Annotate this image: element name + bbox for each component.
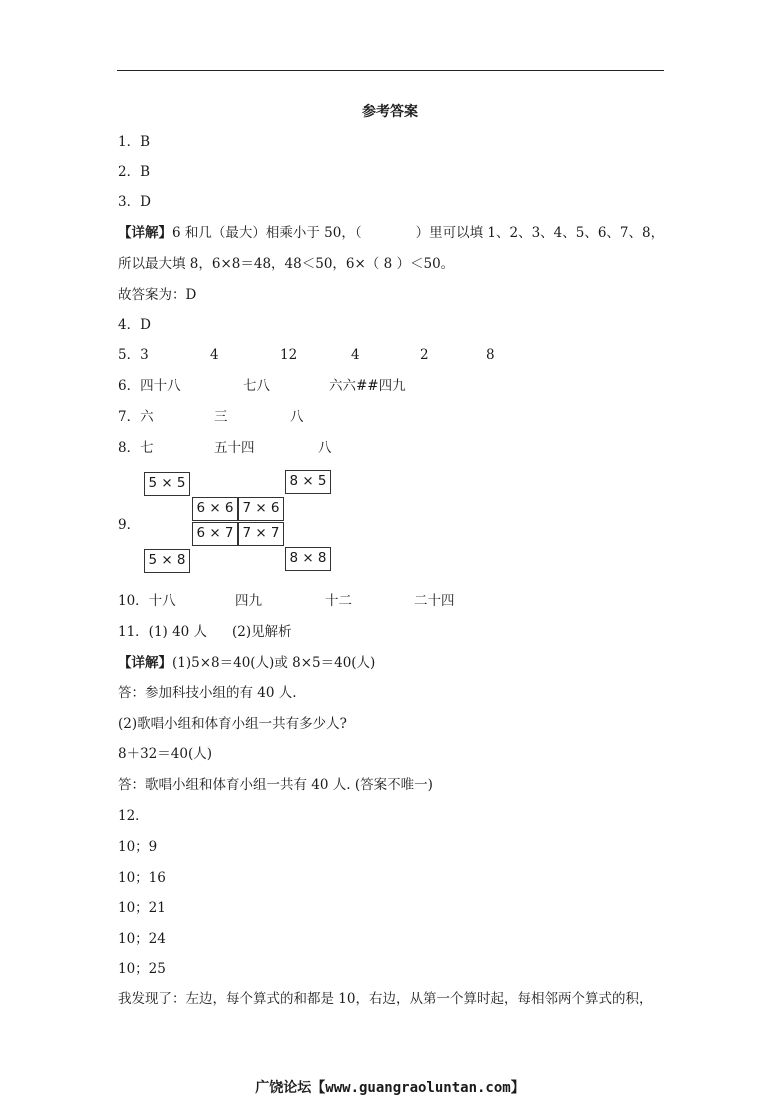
answer-11-item: 11．(1) 40 人 bbox=[118, 624, 208, 640]
answer-10-item: 十二 bbox=[325, 593, 352, 609]
answer-7-item: 三 bbox=[214, 409, 228, 425]
answer-10 bbox=[118, 592, 455, 610]
answer-7-item: 八 bbox=[290, 409, 304, 425]
answer-8-item: 五十四 bbox=[214, 440, 255, 456]
answer-3-detail-line2: 所以最大填 8，6×8＝48，48＜50，6×（ 8 ）＜50。 bbox=[118, 256, 455, 272]
page-title: 参考答案 bbox=[362, 104, 418, 120]
answer-6 bbox=[118, 377, 406, 395]
answer-5-item: 8 bbox=[486, 347, 495, 363]
answer-4: 4．D bbox=[118, 317, 151, 333]
answer-3-conclusion: 故答案为：D bbox=[118, 287, 197, 303]
answer-6-item: 七八 bbox=[243, 378, 270, 394]
answer-3: 3．D bbox=[118, 194, 151, 210]
answer-7 bbox=[118, 408, 304, 426]
answer-11-item: (2)见解析 bbox=[232, 624, 292, 640]
grid-cell: 7 × 7 bbox=[238, 522, 284, 546]
header-rule bbox=[117, 70, 664, 71]
grid-cell: 8 × 8 bbox=[285, 547, 331, 571]
grid-cell: 5 × 5 bbox=[144, 472, 190, 496]
detail-text: (1)5×8＝40(人)或 8×5＝40(人) bbox=[172, 655, 376, 671]
answer-12-row: 10；21 bbox=[118, 900, 166, 916]
grid-cell: 6 × 6 bbox=[192, 497, 238, 521]
answer-12-finding: 我发现了：左边，每个算式的和都是 10，右边，从第一个算时起，每相邻两个算式的积， bbox=[118, 991, 653, 1007]
answer-2: 2．B bbox=[118, 164, 151, 180]
answer-11-calc2: 8＋32＝40(人) bbox=[118, 746, 212, 762]
answer-8-item: 八 bbox=[318, 440, 332, 456]
answer-10-item: 二十四 bbox=[414, 593, 455, 609]
grid-cell: 7 × 6 bbox=[238, 497, 284, 521]
answer-9-label: 9． bbox=[118, 517, 141, 533]
answer-11-answer2: 答：歌唱小组和体育小组一共有 40 人. (答案不唯一) bbox=[118, 777, 433, 793]
answer-11-detail bbox=[118, 654, 375, 672]
footer-suffix: 】 bbox=[510, 1080, 525, 1096]
answer-5 bbox=[118, 346, 495, 364]
answer-11 bbox=[118, 623, 292, 641]
footer bbox=[0, 1077, 780, 1097]
footer-link[interactable]: www.guangraoluntan.com bbox=[325, 1080, 511, 1096]
answer-12-row: 10；24 bbox=[118, 931, 166, 947]
answer-6-item: 6．四十八 bbox=[118, 378, 181, 394]
answer-5-item: 4 bbox=[210, 347, 219, 363]
answer-5-item: 2 bbox=[420, 347, 429, 363]
answer-11-answer1: 答：参加科技小组的有 40 人. bbox=[118, 685, 297, 701]
answer-8 bbox=[118, 439, 332, 457]
footer-prefix: 广饶论坛【 bbox=[255, 1080, 326, 1096]
detail-tag: 【详解】 bbox=[118, 225, 172, 241]
answer-5-item: 4 bbox=[351, 347, 360, 363]
answer-3-detail-line1 bbox=[118, 224, 664, 242]
detail-text: 6 和几（最大）相乘小于 50，（ ）里可以填 1、2、3、4、5、6、7、8， bbox=[172, 225, 665, 241]
answer-7-item: 7．六 bbox=[118, 409, 154, 425]
answer-6-item: 六六##四九 bbox=[329, 378, 406, 394]
answer-11-question2: (2)歌唱小组和体育小组一共有多少人? bbox=[118, 716, 347, 732]
grid-cell: 5 × 8 bbox=[144, 549, 190, 573]
answer-12: 12． bbox=[118, 808, 149, 824]
answer-12-row: 10；16 bbox=[118, 870, 166, 886]
answer-8-item: 8．七 bbox=[118, 440, 154, 456]
detail-tag: 【详解】 bbox=[118, 655, 172, 671]
answer-5-item: 5．3 bbox=[118, 347, 149, 363]
grid-cell: 8 × 5 bbox=[285, 470, 331, 494]
answer-5-item: 12 bbox=[280, 347, 298, 363]
answer-10-item: 10．十八 bbox=[118, 593, 176, 609]
answer-10-item: 四九 bbox=[235, 593, 262, 609]
grid-cell: 6 × 7 bbox=[192, 522, 238, 546]
answer-12-row: 10；25 bbox=[118, 961, 166, 977]
answer-1: 1．B bbox=[118, 134, 151, 150]
answer-12-row: 10；9 bbox=[118, 839, 158, 855]
